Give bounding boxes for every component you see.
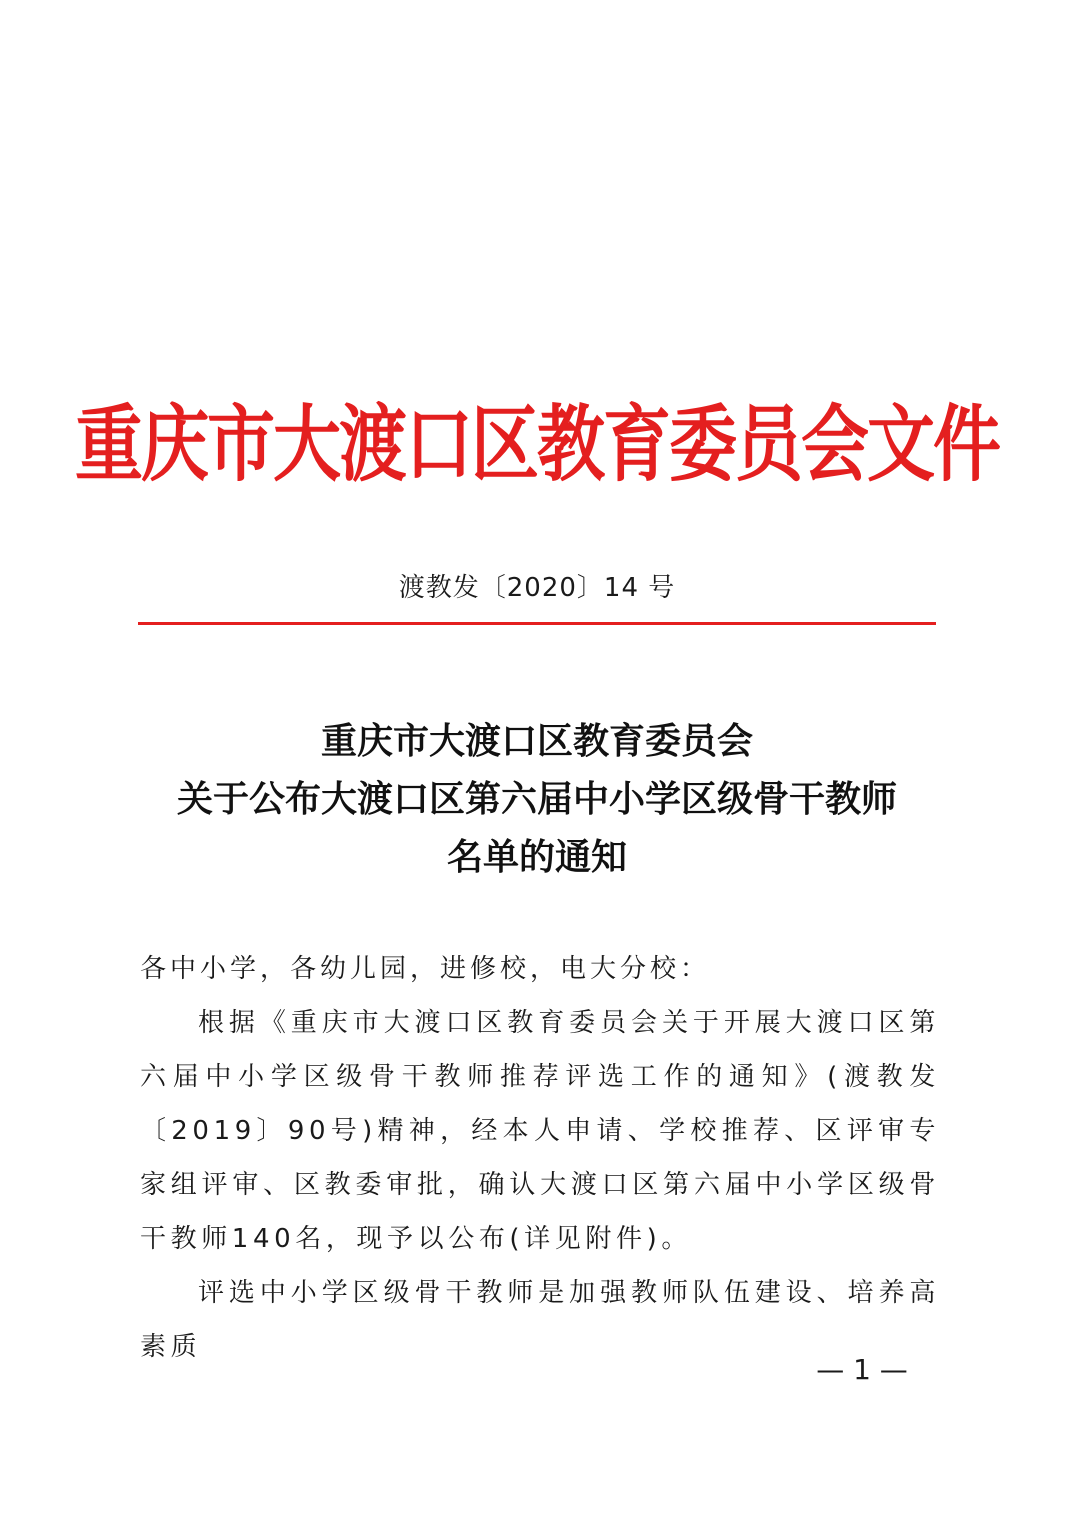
body-paragraph-1: 根据《重庆市大渡口区教育委员会关于开展大渡口区第六届中小学区级骨干教师推荐评选工作的通知》(渡教发〔2019〕90号)精神，经本人申请、学校推荐、区评审专家组评审、区教委审批，确认大渡口区第六届中小学区级骨干教师140名，现予以公布(详见附件)。 (140, 1008, 940, 1254)
title-line-2: 关于公布大渡口区第六届中小学区级骨干教师 (176, 778, 897, 820)
page-number: — 1 — (816, 1353, 908, 1386)
title-line-1: 重庆市大渡口区教育委员会 (320, 720, 753, 762)
salutation: 各中小学，各幼儿园，进修校，电大分校： (140, 954, 711, 984)
document-number: 渡教发〔2020〕14 号 (398, 573, 676, 603)
document-masthead: 重庆市大渡口区教育委员会文件 (74, 396, 999, 494)
body-paragraph-2: 评选中小学区级骨干教师是加强教师队伍建设、培养高素质 (140, 1278, 940, 1362)
title-line-3: 名单的通知 (446, 836, 627, 878)
document-title (0, 712, 1074, 886)
red-divider-line (138, 622, 936, 625)
